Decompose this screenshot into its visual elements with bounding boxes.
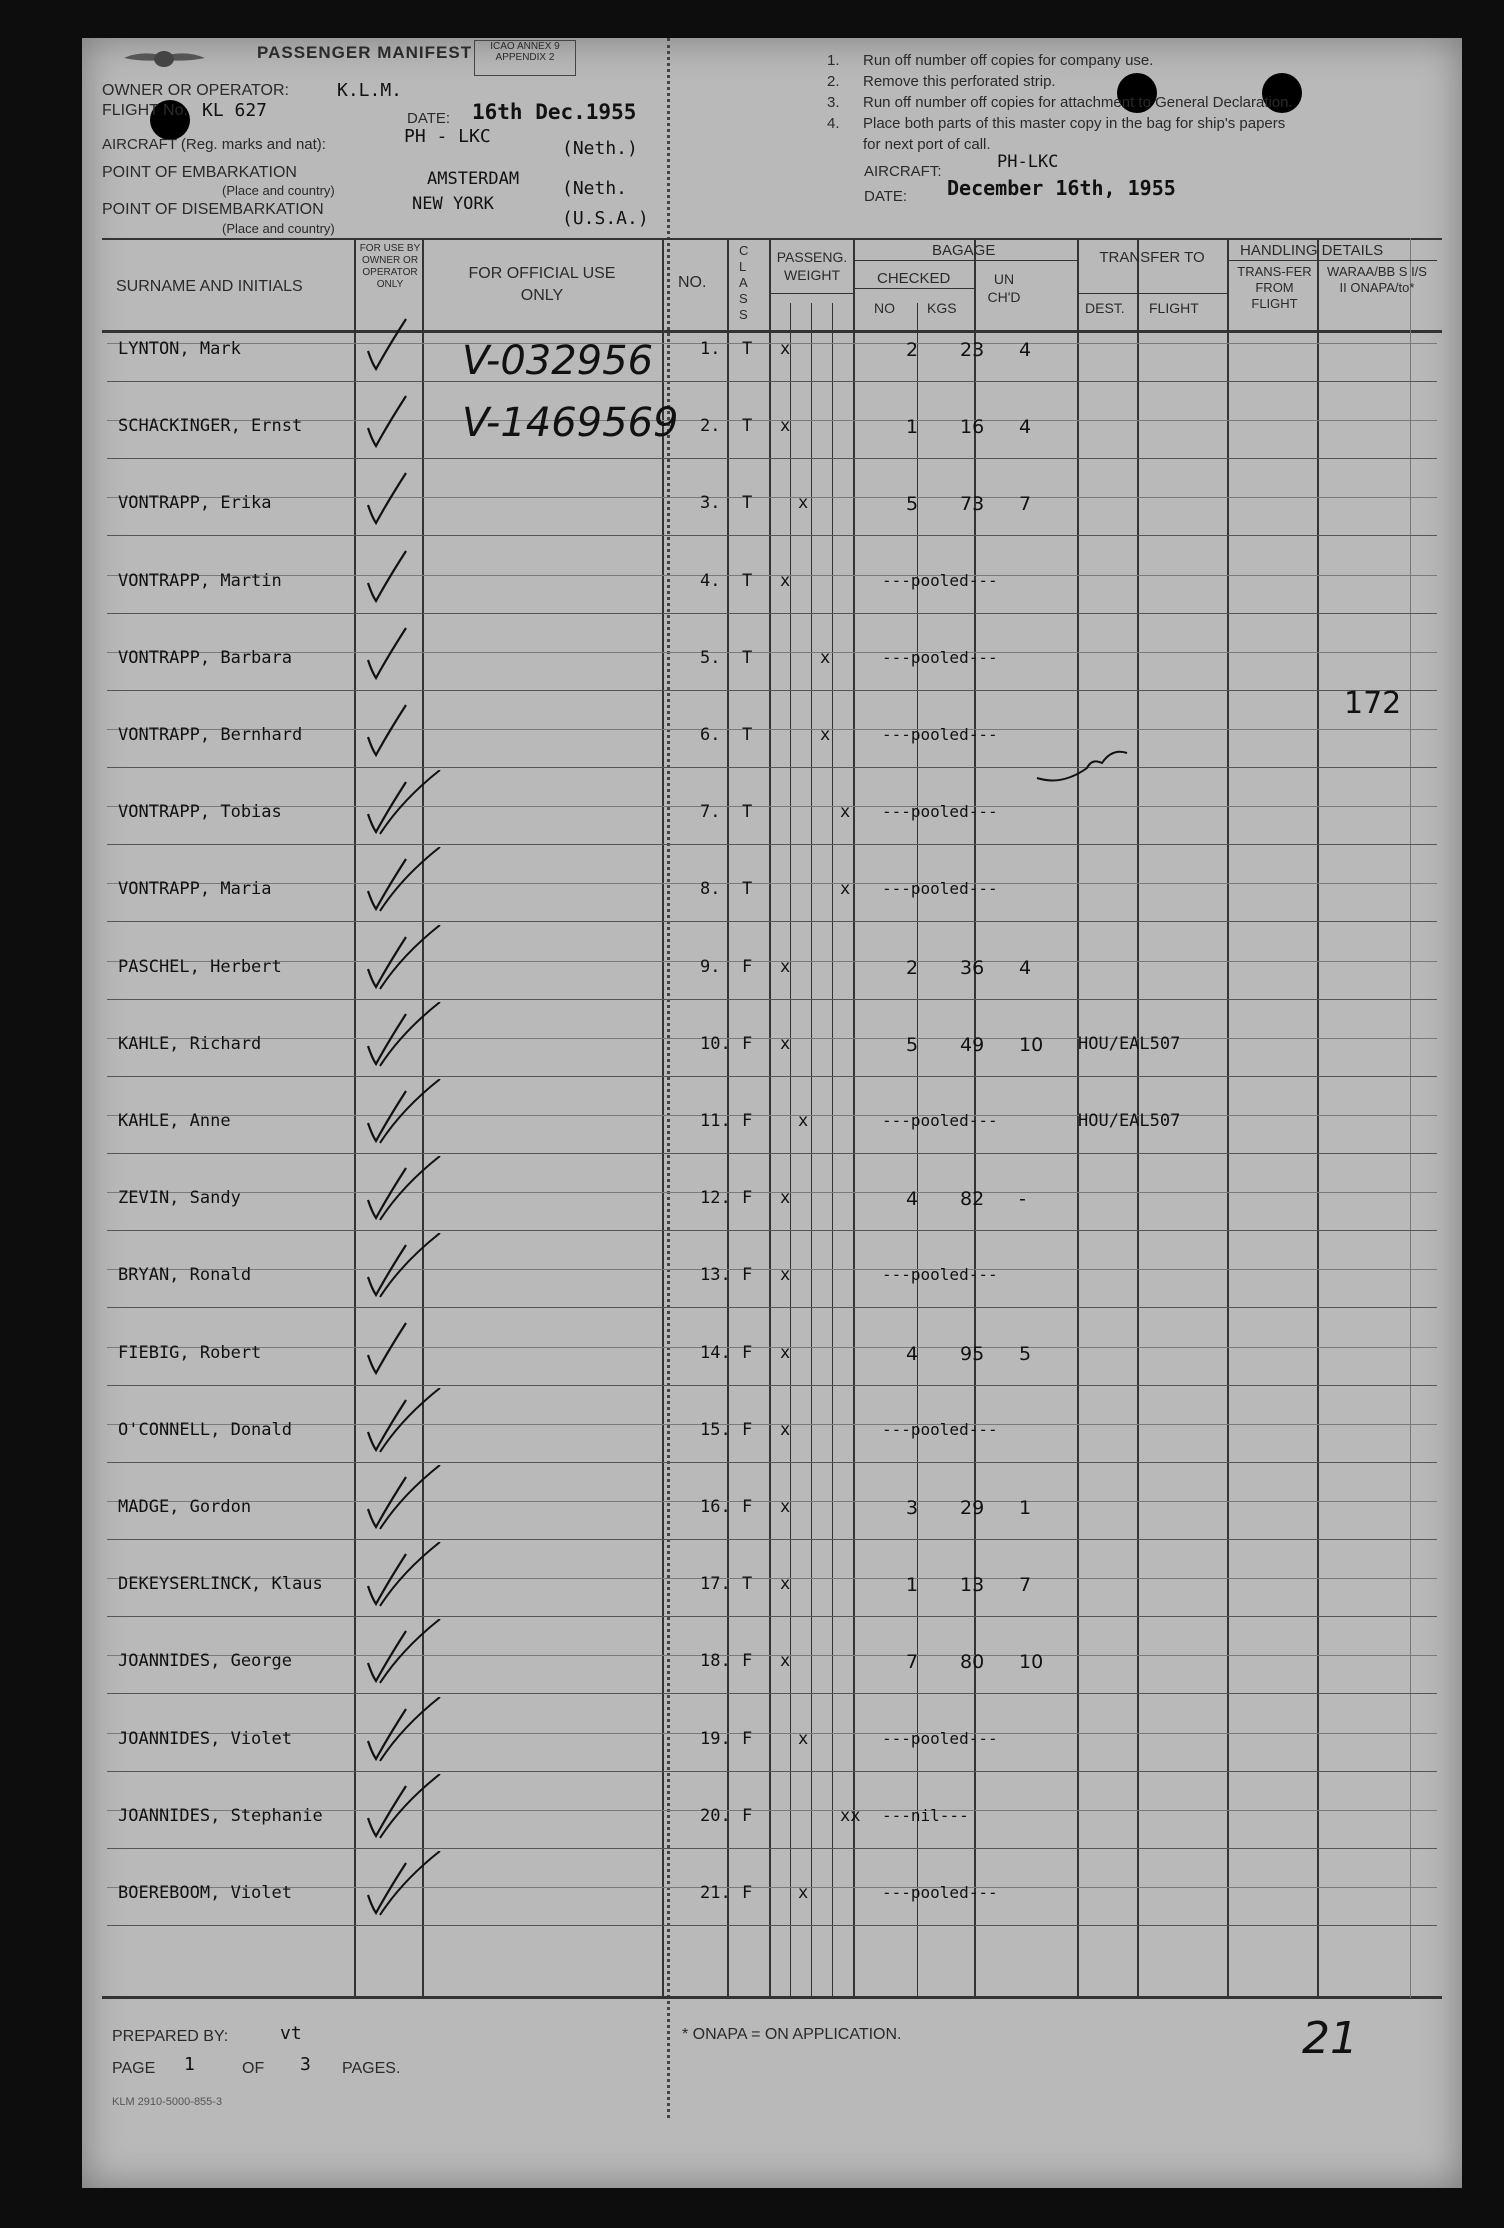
perforation-line	[667, 38, 670, 2118]
passenger-class: T	[742, 570, 753, 591]
passenger-name: VONTRAPP, Tobias	[118, 802, 282, 823]
baggage-pooled: ---pooled---	[882, 570, 998, 590]
weight-mark: x	[840, 802, 851, 823]
row-rule	[107, 1655, 1437, 1656]
passenger-number: 5.	[700, 647, 721, 668]
transfer-dest: HOU/EAL507	[1078, 1033, 1181, 1054]
passenger-name: O'CONNELL, Donald	[118, 1419, 292, 1440]
check-mark-icon	[362, 307, 462, 377]
unchecked-count: 1	[1019, 1497, 1032, 1519]
row-rule	[107, 420, 1437, 421]
row-rule	[107, 767, 1437, 768]
col-rule	[853, 238, 855, 1998]
passenger-number: 16.	[700, 1497, 731, 1517]
col-header-checked: CHECKED	[877, 270, 951, 287]
passenger-number: 2.	[700, 416, 721, 437]
form-title: PASSENGER MANIFEST	[257, 43, 473, 62]
page-label: PAGE	[112, 2060, 156, 2077]
checked-count: 1	[906, 416, 919, 439]
passenger-number: 4.	[700, 570, 721, 591]
passenger-name: KAHLE, Richard	[118, 1033, 262, 1054]
row-rule	[107, 883, 1437, 884]
page-total: 3	[300, 2054, 311, 2075]
checked-kgs: 95	[960, 1342, 985, 1365]
official-use-entry: V-1469569	[462, 400, 679, 446]
baggage-pooled: ---nil---	[882, 1805, 969, 1825]
passenger-class: T	[742, 725, 753, 745]
passenger-name: KAHLE, Anne	[118, 1111, 231, 1131]
col-rule	[769, 238, 771, 1998]
checked-kgs: 49	[960, 1033, 985, 1056]
passenger-number: 20.	[700, 1805, 731, 1826]
weight-mark: x	[780, 1188, 791, 1209]
unchecked-count: 10	[1019, 1651, 1044, 1674]
unchecked-count: 7	[1019, 493, 1032, 516]
row-rule	[107, 1153, 1437, 1154]
row-rule	[107, 1733, 1437, 1734]
col-rule	[662, 238, 664, 1998]
weight-mark: x	[780, 1574, 791, 1595]
unchecked-count: 7	[1019, 1574, 1032, 1597]
passenger-class: F	[742, 1728, 753, 1749]
icao-box: ICAO ANNEX 9 APPENDIX 2	[474, 40, 576, 76]
passenger-name: FIEBIG, Robert	[118, 1342, 262, 1363]
row-rule	[107, 844, 1437, 845]
row-rule	[107, 1076, 1437, 1077]
check-mark-icon	[362, 1542, 462, 1612]
checked-kgs: 36	[960, 956, 985, 979]
passenger-class: T	[742, 1574, 753, 1595]
passenger-number: 9.	[700, 956, 721, 977]
col-header-passeng-weight: PASSENG. WEIGHT	[776, 249, 848, 283]
sub-rule	[1410, 238, 1411, 1998]
klm-logo-icon	[122, 46, 207, 76]
passenger-name: DEKEYSERLINCK, Klaus	[118, 1574, 323, 1595]
instruction-item: 3. Run off number off copies for attachment to General Declaration.	[827, 94, 1293, 111]
weight-mark: x	[780, 956, 791, 977]
col-rule	[1227, 238, 1229, 1998]
checked-kgs: 82	[960, 1188, 985, 1211]
disembark-label: POINT OF DISEMBARKATION	[102, 201, 324, 218]
instruction-item: 2. Remove this perforated strip.	[827, 73, 1056, 90]
row-rule	[107, 999, 1437, 1000]
row-rule	[107, 1424, 1437, 1425]
sub-rule	[790, 303, 791, 1998]
row-rule	[107, 1616, 1437, 1617]
checked-count: 2	[906, 956, 919, 979]
row-rule	[107, 652, 1437, 653]
col-rule	[354, 238, 356, 1998]
unchecked-count: -	[1019, 1188, 1026, 1211]
row-rule	[107, 1925, 1437, 1926]
passenger-name: PASCHEL, Herbert	[118, 956, 282, 977]
passenger-name: VONTRAPP, Maria	[118, 879, 272, 900]
instruction-item: 1. Run off number off copies for company use.	[827, 52, 1154, 69]
passenger-number: 1.	[700, 339, 721, 359]
passenger-class: F	[742, 956, 753, 977]
passenger-class: T	[742, 493, 753, 514]
manifest-sheet	[82, 38, 1462, 2188]
onapa-note: * ONAPA = ON APPLICATION.	[682, 2026, 902, 2043]
row-rule	[107, 1848, 1437, 1849]
weight-mark: x	[798, 1111, 809, 1131]
header-sub-rule	[769, 293, 853, 294]
passenger-number: 6.	[700, 725, 721, 745]
row-rule	[107, 729, 1437, 730]
baggage-pooled: ---pooled---	[882, 802, 998, 822]
check-mark-icon	[362, 925, 462, 995]
header-bottom-rule	[102, 330, 1442, 333]
row-rule	[107, 1192, 1437, 1193]
checked-count: 4	[906, 1342, 919, 1365]
baggage-pooled: ---pooled---	[882, 1728, 998, 1748]
passenger-name: JOANNIDES, Stephanie	[118, 1805, 323, 1826]
disembark-country: (U.S.A.)	[562, 208, 649, 229]
handwritten-scribble	[1032, 738, 1152, 788]
check-mark-icon	[362, 693, 462, 763]
col-header-bagage: BAGAGE	[932, 242, 996, 259]
check-mark-icon	[362, 616, 462, 686]
weight-mark: x	[780, 1033, 791, 1054]
passenger-class: F	[742, 1342, 753, 1363]
weight-mark: x	[780, 416, 791, 437]
passenger-name: SCHACKINGER, Ernst	[118, 416, 303, 437]
page-num: 1	[184, 2054, 195, 2075]
passenger-class: T	[742, 802, 753, 823]
passenger-number: 11.	[700, 1111, 731, 1131]
baggage-pooled: ---pooled---	[882, 647, 998, 667]
passenger-name: JOANNIDES, Violet	[118, 1728, 292, 1749]
weight-mark: x	[780, 570, 791, 591]
row-rule	[107, 1693, 1437, 1694]
passenger-number: 17.	[700, 1574, 731, 1595]
baggage-pooled: ---pooled---	[882, 1265, 998, 1285]
unchecked-count: 5	[1019, 1342, 1032, 1365]
row-rule	[107, 1230, 1437, 1231]
passenger-number: 14.	[700, 1342, 731, 1363]
passenger-class: F	[742, 1651, 753, 1672]
weight-mark: x	[780, 1265, 791, 1286]
row-rule	[107, 535, 1437, 536]
aircraft-value: PH - LKC	[404, 126, 491, 147]
passenger-number: 7.	[700, 802, 721, 823]
baggage-pooled: ---pooled---	[882, 725, 998, 744]
embark-sub: (Place and country)	[222, 183, 335, 198]
row-rule	[107, 806, 1437, 807]
header-sub-rule	[1077, 293, 1227, 294]
row-rule	[107, 1385, 1437, 1386]
col-header-class: CLASS	[739, 243, 749, 322]
row-rule	[107, 1307, 1437, 1308]
passenger-number: 18.	[700, 1651, 731, 1672]
checked-kgs: 16	[960, 416, 985, 439]
checked-kgs: 80	[960, 1651, 985, 1674]
row-rule	[107, 1038, 1437, 1039]
header-sub-rule	[853, 288, 974, 289]
sub-rule	[1137, 303, 1138, 1998]
row-rule	[107, 1771, 1437, 1772]
weight-mark: x	[780, 1651, 791, 1672]
weight-mark: x	[780, 1419, 791, 1440]
passenger-class: F	[742, 1419, 753, 1440]
row-rule	[107, 1115, 1437, 1116]
passenger-class: F	[742, 1265, 753, 1286]
passenger-number: 8.	[700, 879, 721, 900]
instruction-item: for next port of call.	[863, 136, 991, 153]
passenger-name: VONTRAPP, Barbara	[118, 647, 292, 668]
check-mark-icon	[362, 1233, 462, 1303]
right-date-label: DATE:	[864, 188, 908, 205]
passenger-class: F	[742, 1497, 753, 1517]
col-header-waraa: WARAA/BB S I/S II ONAPA/to*	[1327, 264, 1427, 295]
checked-kgs: 29	[960, 1497, 985, 1519]
owner-label: OWNER OR OPERATOR:	[102, 82, 289, 99]
weight-mark: x	[780, 1497, 791, 1517]
check-mark-icon	[362, 1079, 462, 1149]
weight-mark: x	[798, 493, 809, 514]
passenger-name: BRYAN, Ronald	[118, 1265, 252, 1286]
row-rule	[107, 1462, 1437, 1463]
row-rule	[107, 1501, 1437, 1502]
row-rule	[107, 575, 1437, 576]
passenger-class: T	[742, 647, 753, 668]
passenger-number: 10.	[700, 1033, 731, 1054]
checked-count: 4	[906, 1188, 919, 1211]
embark-country: (Neth.	[562, 178, 628, 199]
disembark-value: NEW YORK	[412, 194, 494, 214]
passenger-name: MADGE, Gordon	[118, 1497, 252, 1517]
passenger-class: T	[742, 339, 753, 359]
checked-count: 7	[906, 1651, 919, 1674]
col-header-no: NO.	[678, 274, 707, 291]
check-mark-icon	[362, 1002, 462, 1072]
date-label: DATE:	[407, 110, 451, 127]
unchecked-count: 4	[1019, 416, 1032, 439]
passenger-name: VONTRAPP, Martin	[118, 570, 282, 591]
header-sub-rule	[1227, 260, 1437, 261]
prepared-value: vt	[280, 2023, 302, 2044]
check-mark-icon	[362, 1619, 462, 1689]
passenger-name: JOANNIDES, George	[118, 1651, 292, 1672]
disembark-sub: (Place and country)	[222, 221, 335, 236]
weight-mark: x	[780, 339, 791, 359]
passenger-class: F	[742, 1111, 753, 1131]
check-mark-icon	[362, 770, 462, 840]
baggage-pooled: ---pooled---	[882, 1419, 998, 1439]
owner-value: K.L.M.	[337, 80, 403, 101]
row-rule	[107, 458, 1437, 459]
checked-count: 5	[906, 1033, 919, 1056]
passenger-number: 3.	[700, 493, 721, 514]
form-code: KLM 2910-5000-855-3	[112, 2096, 223, 2108]
check-mark-icon	[362, 539, 462, 609]
table-top-rule	[102, 238, 1442, 240]
check-mark-icon	[362, 1465, 462, 1535]
embark-value: AMSTERDAM	[427, 169, 520, 189]
row-rule	[107, 343, 1437, 344]
passenger-name: VONTRAPP, Bernhard	[118, 725, 303, 745]
passenger-class: F	[742, 1188, 753, 1209]
col-header-checked-kgs: KGS	[927, 300, 957, 316]
unchecked-count: 4	[1019, 339, 1032, 361]
row-rule	[107, 1539, 1437, 1540]
weight-mark: x	[840, 879, 851, 900]
of-label: OF	[242, 2060, 265, 2077]
weight-mark: x	[820, 647, 831, 668]
sub-rule	[832, 303, 833, 1998]
weight-mark: x	[780, 1342, 791, 1363]
passenger-number: 19.	[700, 1728, 731, 1749]
aircraft-label: AIRCRAFT (Reg. marks and nat):	[102, 136, 326, 153]
checked-kgs: 23	[960, 339, 985, 361]
passenger-name: VONTRAPP, Erika	[118, 493, 272, 514]
passenger-name: ZEVIN, Sandy	[118, 1188, 241, 1209]
check-mark-icon	[362, 1388, 462, 1458]
prepared-label: PREPARED BY:	[112, 2028, 229, 2045]
check-mark-icon	[362, 384, 462, 454]
checked-kgs: 13	[960, 1574, 985, 1597]
weight-mark: x	[820, 725, 831, 745]
check-mark-icon	[362, 847, 462, 917]
passenger-number: 21.	[700, 1883, 731, 1903]
passenger-class: T	[742, 416, 753, 437]
col-header-unchd: UN CH'D	[987, 271, 1021, 305]
unchecked-count: 4	[1019, 956, 1032, 979]
col-header-transfer-to: TRANSFER TO	[1099, 249, 1205, 266]
weight-mark: xx	[840, 1805, 861, 1826]
col-rule	[1317, 238, 1319, 1998]
col-header-transfer-from: TRANS-FER FROM FLIGHT	[1237, 264, 1312, 311]
check-mark-icon	[362, 1851, 462, 1921]
official-use-entry: V-032956	[462, 338, 654, 384]
passenger-number: 15.	[700, 1419, 731, 1440]
checked-count: 3	[906, 1497, 919, 1519]
checked-count: 5	[906, 493, 919, 516]
baggage-pooled: ---pooled---	[882, 1111, 998, 1130]
col-header-owner-use: FOR USE BY OWNER OR OPERATOR ONLY	[359, 243, 421, 290]
col-header-official-use: FOR OFFICIAL USE ONLY	[468, 265, 616, 304]
embark-label: POINT OF EMBARKATION	[102, 164, 297, 181]
check-mark-icon	[362, 1311, 462, 1381]
header-sub-rule	[853, 260, 1077, 261]
right-aircraft-label: AIRCRAFT:	[864, 163, 942, 180]
right-date-value: December 16th, 1955	[947, 176, 1176, 200]
passenger-class: F	[742, 1883, 753, 1903]
passenger-number: 12.	[700, 1188, 731, 1209]
row-rule	[107, 921, 1437, 922]
checked-count: 1	[906, 1574, 919, 1597]
col-header-dest: DEST.	[1085, 300, 1125, 316]
row-rule	[107, 690, 1437, 691]
check-mark-icon	[362, 1697, 462, 1767]
weight-mark: x	[798, 1728, 809, 1749]
handwritten-count: 21	[1302, 2013, 1358, 2064]
instruction-item: 4. Place both parts of this master copy in the bag for ship's papers	[827, 115, 1286, 132]
col-header-flight: FLIGHT	[1149, 300, 1199, 316]
passenger-class: T	[742, 879, 753, 900]
col-header-checked-no: NO	[874, 300, 895, 316]
col-header-handling: HANDLING DETAILS	[1240, 242, 1384, 259]
table-bottom-rule	[102, 1996, 1442, 1999]
unchecked-count: 10	[1019, 1033, 1044, 1056]
baggage-pooled: ---pooled---	[882, 1883, 998, 1902]
row-rule	[107, 1347, 1437, 1348]
passenger-name: BOEREBOOM, Violet	[118, 1883, 292, 1903]
baggage-pooled: ---pooled---	[882, 879, 998, 899]
right-aircraft-value: PH-LKC	[997, 152, 1059, 172]
instructions	[827, 50, 1293, 155]
col-header-surname: SURNAME AND INITIALS	[116, 278, 303, 295]
date-value: 16th Dec.1955	[472, 100, 637, 124]
checked-kgs: 73	[960, 493, 985, 516]
handling-annotation: 172	[1344, 686, 1402, 721]
row-rule	[107, 613, 1437, 614]
transfer-dest: HOU/EAL507	[1078, 1111, 1181, 1131]
checked-count: 2	[906, 339, 919, 361]
passenger-class: F	[742, 1033, 753, 1054]
sub-rule	[811, 303, 812, 1998]
row-rule	[107, 1887, 1437, 1888]
row-rule	[107, 497, 1437, 498]
check-mark-icon	[362, 1156, 462, 1226]
check-mark-icon	[362, 461, 462, 531]
weight-mark: x	[798, 1883, 809, 1903]
passenger-class: F	[742, 1805, 753, 1826]
passenger-number: 13.	[700, 1265, 731, 1286]
row-rule	[107, 381, 1437, 382]
row-rule	[107, 961, 1437, 962]
check-mark-icon	[362, 1774, 462, 1844]
row-rule	[107, 1269, 1437, 1270]
aircraft-nat: (Neth.)	[562, 138, 638, 159]
flight-value: KL 627	[202, 100, 268, 121]
passenger-name: LYNTON, Mark	[118, 339, 241, 359]
pages-label: PAGES.	[342, 2060, 401, 2077]
flight-label: FLIGHT No.	[102, 102, 188, 119]
